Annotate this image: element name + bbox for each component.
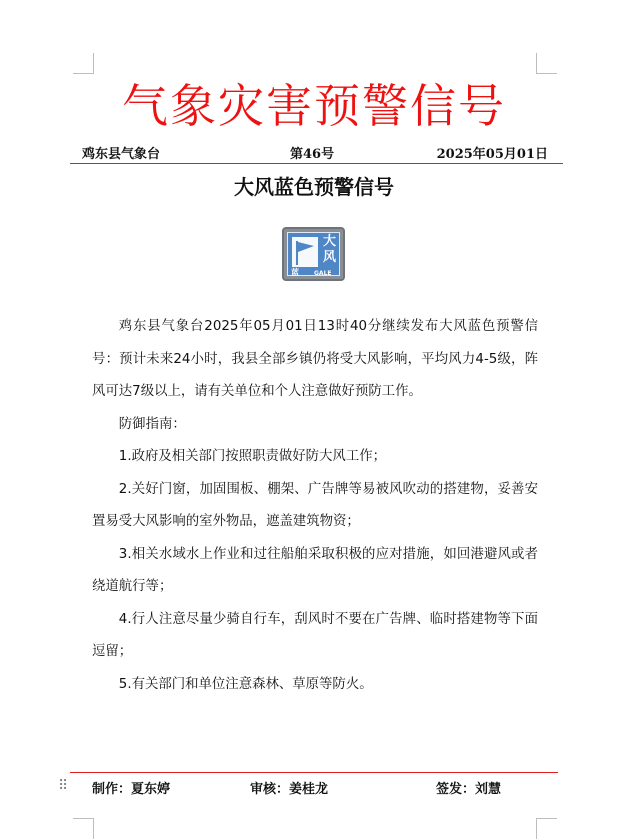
- crop-mark-bottom-left: [73, 818, 94, 839]
- header-divider: [70, 163, 563, 164]
- paragraph-guide-5: 5.有关部门和单位注意森林、草原等防火。: [118, 676, 373, 692]
- paragraph-guide-1: 1.政府及相关部门按照职责做好防大风工作；: [118, 449, 386, 464]
- document-number: 第46号: [290, 147, 335, 162]
- signal-english-label: GALE: [314, 270, 332, 277]
- main-title: 气象灾害预警信号: [122, 79, 506, 133]
- paragraph-guide-heading: 防御指南：: [118, 416, 186, 432]
- document-body: [92, 311, 538, 701]
- paragraph-guide-2: 2.关好门窗，加固围板、棚架、广告牌等易被风吹动的搭建物，妥善安置易受大风影响的室外物品，遮盖建筑物资；: [92, 481, 538, 529]
- document-header: [82, 145, 548, 165]
- footer-maker: 制作：夏东婷: [92, 782, 171, 797]
- signal-char-big: 大: [323, 234, 337, 249]
- crop-mark-top-right: [536, 53, 557, 74]
- footer-issuer: 签发：刘慧: [436, 782, 502, 797]
- crop-mark-top-left: [73, 53, 94, 74]
- signal-icon-background: [287, 232, 340, 276]
- paragraph-guide-4: 4.行人注意尽量少骑自行车，刮风时不要在广告牌、临时搭建物等下面逗留；: [92, 611, 538, 659]
- footer-divider: [70, 772, 558, 773]
- signal-char-wind: 风: [323, 250, 337, 265]
- gale-blue-warning-icon: [282, 227, 345, 281]
- document-subtitle: 大风蓝色预警信号: [234, 175, 394, 199]
- footer-reviewer: 审核：姜桂龙: [250, 782, 329, 797]
- paragraph-guide-3: 3.相关水域水上作业和过往船舶采取积极的应对措施，如回港避风或者绕道航行等；: [92, 546, 538, 594]
- issue-date: 2025年05月01日: [436, 147, 548, 162]
- signal-char-blue: 蓝: [291, 268, 299, 277]
- paragraph-announcement: 鸡东县气象台2025年05月01日13时40分继续发布大风蓝色预警信号：预计未来24小时，我县全部乡镇仍将受大风影响，平均风力4-5级，阵风可达7级以上，请有关单位和个人注意做好预防工作。: [92, 319, 538, 399]
- crop-mark-bottom-right: [536, 818, 557, 839]
- wind-flag-icon: [291, 236, 319, 268]
- document-footer: [92, 779, 532, 801]
- issuing-organization: 鸡东县气象台: [82, 147, 161, 162]
- drag-handle-icon[interactable]: ⠿: [58, 778, 69, 794]
